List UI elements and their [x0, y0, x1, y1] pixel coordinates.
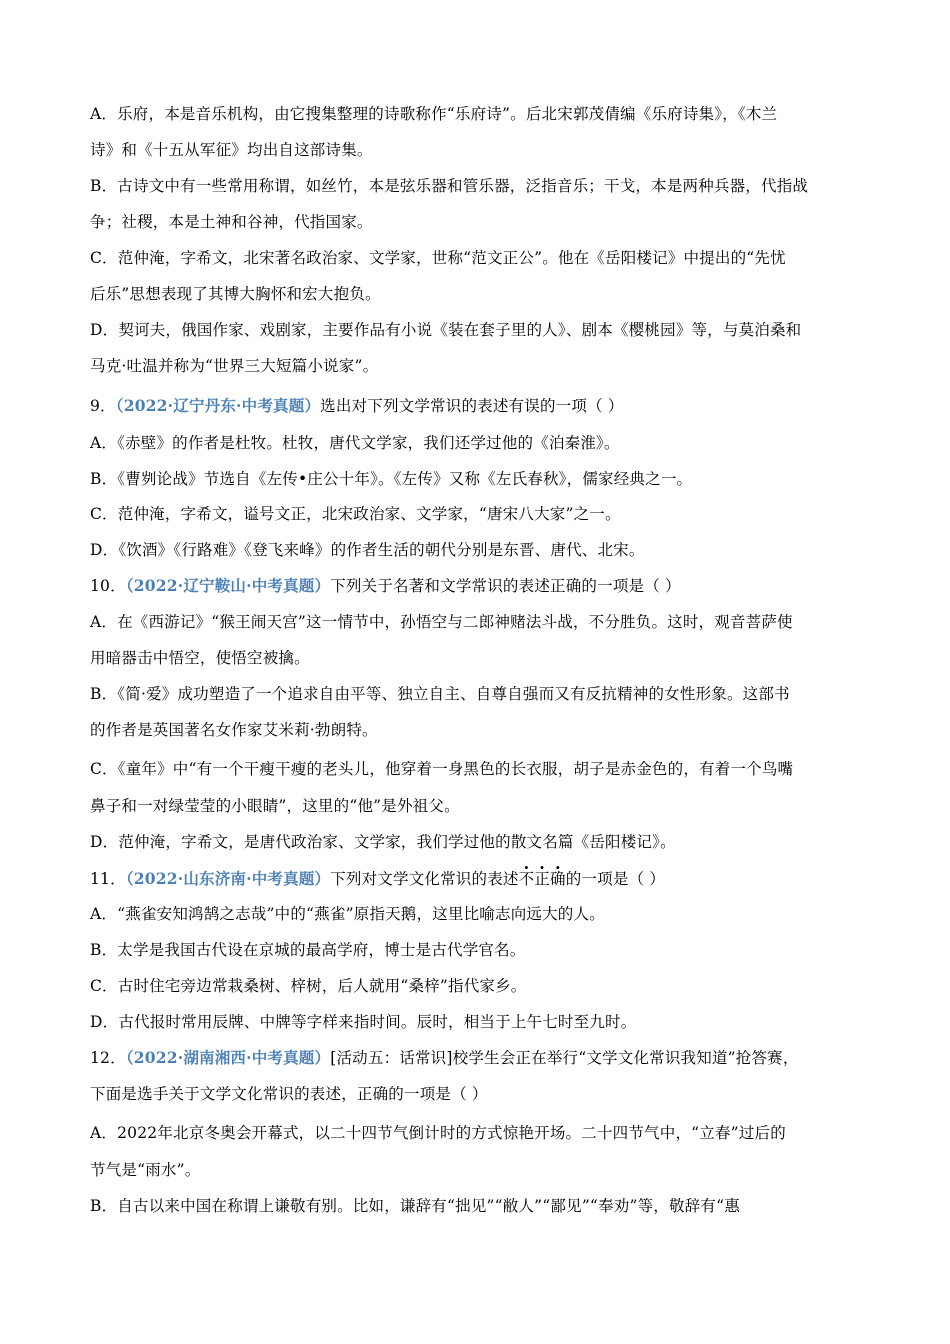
option-line: A．乐府，本是音乐机构，由它搜集整理的诗歌称作“乐府诗”。后北宋郭茂倩编《乐府诗集》，《木兰 [90, 105, 778, 123]
option-line: 马克·吐温并称为“世界三大短篇小说家”。 [90, 357, 379, 375]
question-text: 选出对下列文学常识的表述有误的一项（ ） [320, 397, 624, 415]
option-a-cont: 节气是“雨水”。 [90, 1161, 201, 1179]
question-text-end: 的一项是（ ） [565, 870, 666, 888]
emphasis-char: 正 [534, 870, 551, 888]
option-b: B．《简·爱》成功塑造了一个追求自由平等、独立自主、自尊自强而又有反抗精神的女性形象。这部书 [90, 685, 790, 703]
option-d: D．《饮酒》《行路难》《登飞来峰》的作者生活的朝代分别是东晋、唐代、北宋。 [90, 541, 645, 559]
option-line: 后乐”思想表现了其博大胸怀和宏大抱负。 [90, 285, 381, 303]
question-text: [活动五：话常识]校学生会正在举行“文学文化常识我知道”抢答赛， [330, 1049, 799, 1067]
question-number: 9． [90, 397, 116, 415]
option-a: A．在《西游记》“猴王闹天宫”这一情节中，孙悟空与二郎神赌法斗战，不分胜负。这时，观音菩萨使 [90, 613, 793, 631]
emphasis-char: 确 [550, 870, 566, 888]
question-number: 12． [90, 1049, 126, 1067]
option-b-cont: 的作者是英国著名女作家艾米莉·勃朗特。 [90, 721, 378, 739]
option-a: A．“燕雀安知鸿鹄之志哉”中的“燕雀”原指天鹅，这里比喻志向远大的人。 [90, 905, 605, 923]
option-line: D．契诃夫，俄国作家、戏剧家，主要作品有小说《装在套子里的人》、剧本《樱桃园》等，与莫泊桑和 [90, 321, 802, 339]
option-c: C．古时住宅旁边常栽桑树、梓树，后人就用“桑梓”指代家乡。 [90, 977, 527, 995]
option-a: A．2022年北京冬奥会开幕式，以二十四节气倒计时的方式惊艳开场。二十四节气中，“立春”过后的 [90, 1124, 786, 1142]
emphasis-char: 不 [518, 870, 535, 888]
question-source: （2022·湖南湘西·中考真题） [125, 1048, 331, 1067]
option-a-cont: 用暗器击中悟空，使悟空被擒。 [90, 649, 310, 667]
option-d: D．古代报时常用辰牌、中牌等字样来指时间。辰时，相当于上午七时至九时。 [90, 1013, 637, 1031]
question-source: （2022·辽宁鞍山·中考真题） [125, 576, 331, 595]
question-source: （2022·辽宁丹东·中考真题） [115, 396, 321, 415]
option-b: B．自古以来中国在称谓上谦敬有别。比如，谦辞有“拙见”“敝人”“鄙见”“奉劝”等，敬辞有“惠 [90, 1197, 740, 1215]
option-b: B．《曹刿论战》节选自《左传•庄公十年》。《左传》又称《左氏春秋》，儒家经典之一。 [90, 470, 693, 488]
option-c: C．《童年》中“有一个干瘦干瘦的老头儿，他穿着一身黑色的长衣服，胡子是赤金色的，有着一个鸟嘴 [90, 760, 794, 778]
question-number: 10． [90, 577, 126, 595]
question-9-stem [90, 395, 870, 417]
question-11-stem [90, 868, 870, 890]
option-line: 诗》和《十五从军征》均出自这部诗集。 [90, 141, 373, 159]
question-number: 11． [90, 870, 126, 888]
option-line: B．古诗文中有一些常用称谓，如丝竹，本是弦乐器和管乐器，泛指音乐；干戈，本是两种兵器，代指战 [90, 177, 809, 195]
option-c: C．范仲淹，字希文，谥号文正，北宋政治家、文学家，“唐宋八大家”之一。 [90, 505, 621, 523]
question-text: 下列关于名著和文学常识的表述正确的一项是（ ） [330, 577, 681, 595]
question-12-stem-cont: 下面是选手关于文学文化常识的表述，正确的一项是（ ） [90, 1085, 488, 1103]
option-d: D．范仲淹，字希文，是唐代政治家、文学家，我们学过他的散文名篇《岳阳楼记》。 [90, 833, 676, 851]
question-text: 下列对文学文化常识的表述 [330, 870, 519, 888]
option-a: A．《赤壁》的作者是杜牧。杜牧，唐代文学家，我们还学过他的《泊秦淮》。 [90, 434, 620, 452]
question-10-stem [90, 575, 870, 597]
question-source: （2022·山东济南·中考真题） [125, 869, 331, 888]
option-line: 争；社稷，本是土神和谷神，代指国家。 [90, 213, 373, 231]
question-12-stem [90, 1047, 870, 1069]
option-b: B．太学是我国古代设在京城的最高学府，博士是古代学官名。 [90, 941, 526, 959]
option-line: C．范仲淹，字希文，北宋著名政治家、文学家，世称“范文正公”。他在《岳阳楼记》中提出的“先忧 [90, 249, 786, 267]
option-c-cont: 鼻子和一对绿莹莹的小眼睛”，这里的“他”是外祖父。 [90, 797, 460, 815]
